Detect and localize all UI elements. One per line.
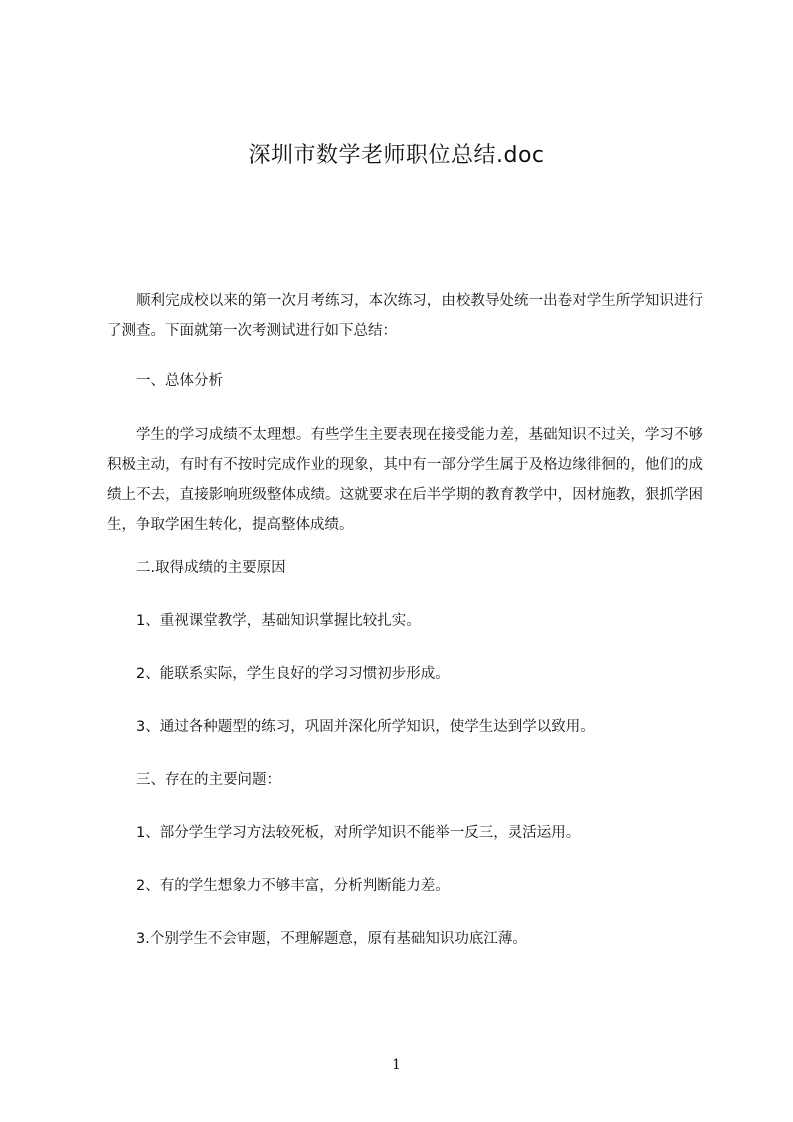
intro-paragraph: 顺利完成校以来的第一次月考练习，本次练习，由校教导处统一出卷对学生所学知识进行了测查。下面就第一次考测试进行如下总结： <box>107 293 703 339</box>
section-1-heading: 一、总体分析 <box>136 373 223 389</box>
section-2-heading: 二.取得成绩的主要原因 <box>136 560 286 576</box>
section-2-item-2: 2、能联系实际，学生良好的学习习惯初步形成。 <box>136 666 450 682</box>
section-1-paragraph-block <box>107 420 703 540</box>
section-1-paragraph: 学生的学习成绩不太理想。有些学生主要表现在接受能力差，基础知识不过关，学习不够积极主动，有时有不按时完成作业的现象，其中有一部分学生属于及格边缘徘徊的，他们的成绩上不去，直接影响班级整体成绩。这就要求在后半学期的教育教学中，因材施教，狠抓学困生，争取学困生转化，提高整体成绩。 <box>107 427 703 533</box>
section-2-item-3: 3、通过各种题型的练习，巩固并深化所学知识，使学生达到学以致用。 <box>136 719 595 735</box>
section-3-heading: 三、存在的主要问题： <box>136 772 281 788</box>
section-3-item-1: 1、部分学生学习方法较死板，对所学知识不能举一反三，灵活运用。 <box>136 825 581 841</box>
section-3-item-2: 2、有的学生想象力不够丰富，分析判断能力差。 <box>136 878 450 894</box>
intro-paragraph-block <box>107 286 703 346</box>
section-3-item-3: 3.个别学生不会审题，不理解题意，原有基础知识功底江薄。 <box>136 931 527 947</box>
section-2-item-1: 1、重视课堂教学，基础知识掌握比较扎实。 <box>136 613 421 629</box>
document-title: 深圳市数学老师职位总结.doc <box>248 143 545 168</box>
page-number: 1 <box>392 1057 401 1073</box>
